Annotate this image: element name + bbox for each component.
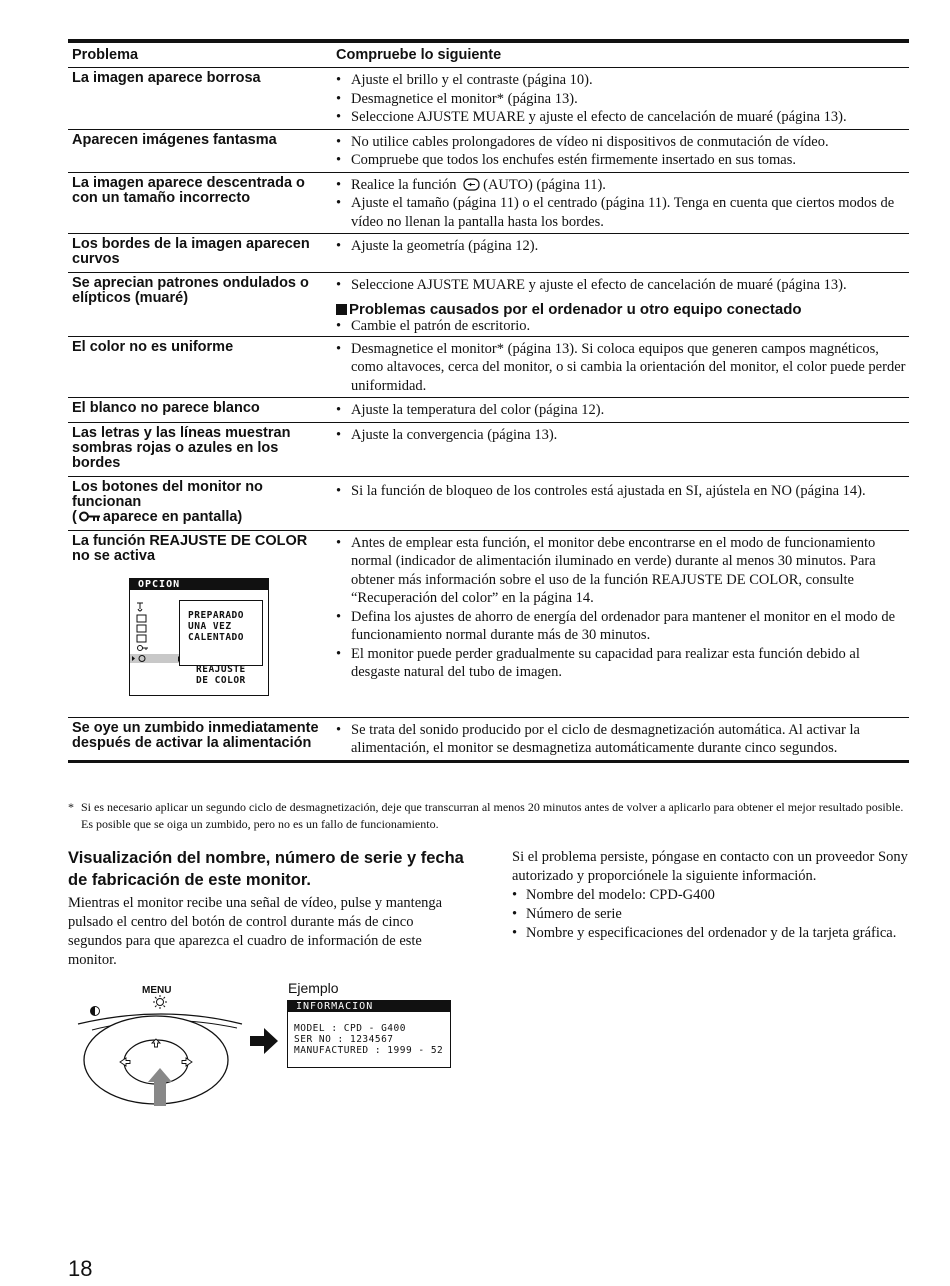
section-body: Mientras el monitor recibe una señal de vídeo, pulse y mantenga pulsado el centro del botón de control durante más de cinco segundos para que aparezca el cuadro de información de este monitor. (68, 895, 443, 968)
table-row (68, 68, 909, 130)
lock-key-icon (143, 648, 149, 650)
osd-selection-highlight (130, 654, 182, 663)
solution-text: Realice la función (351, 176, 457, 193)
subsection-heading (336, 301, 909, 318)
contact-item: • Nombre y especificaciones del ordenador y de la tarjeta gráfica. (512, 924, 917, 943)
osd-label-line: DE COLOR (196, 674, 246, 686)
solution-cell (330, 477, 909, 530)
solution-item: • Se trata del sonido producido por el ciclo de desmagnetización automática. Al activar la alimentación, el monitor se desmagnetiza automáticamente durante cinco segundos. (336, 721, 909, 758)
key-lock-icon (79, 511, 101, 522)
solution-text: (AUTO) (página 11). (483, 176, 606, 193)
example-label: Ejemplo (288, 980, 339, 996)
solution-item: • Compruebe que todos los enchufes estén firmemente insertado en sus tomas. (336, 151, 909, 170)
problem-cell (68, 477, 330, 530)
footnote-text: Si es necesario aplicar un segundo ciclo de desmagnetización, deje que transcurran al menos 20 minutos antes de volver a aplicarlo para obtener el mejor resultado posible. Es posible que se oiga un zumbido, pero no es un fallo de funcionamiento. (81, 800, 904, 831)
osd-icon-column (137, 603, 148, 651)
right-arrow-icon (250, 1028, 280, 1054)
problem-cell: Las letras y las líneas muestran sombras rojas o azules en los bordes (72, 424, 291, 471)
solution-item: • Ajuste la geometría (página 12). (336, 237, 909, 256)
troubleshooting-table (68, 39, 909, 763)
square-bullet-icon (336, 304, 347, 315)
problem-cell: Se aprecian patrones ondulados o elípticos (muaré) (72, 275, 309, 306)
header-check: Compruebe lo siguiente (336, 47, 502, 63)
problem-cell: Se oye un zumbido inmediatamente después de activar la alimentación (72, 719, 319, 751)
solution-cell (330, 337, 909, 398)
page-number: 18 (68, 1256, 93, 1281)
table-row (68, 531, 909, 718)
input-icon (137, 625, 146, 632)
problem-cell: El color no es uniforme (72, 338, 234, 355)
contact-item: • Nombre del modelo: CPD-G400 (512, 886, 917, 905)
solution-item: • Desmagnetice el monitor* (página 13). Si coloca equipos que generen campos magnéticos, como altavoces, cerca del monitor, o si cambia la orientación del monitor, el color puede perder uniformidad. (336, 340, 909, 396)
section-title: Visualización del nombre, número de serie y fecha de fabricación de este monitor. (68, 849, 464, 889)
position-icon (137, 635, 146, 642)
table-row (68, 234, 909, 273)
table-row (68, 273, 909, 337)
contrast-icon (91, 1007, 100, 1016)
solution-cell (330, 398, 909, 422)
problem-cell: Aparecen imágenes fantasma (72, 131, 277, 148)
table-header-row (68, 43, 909, 68)
solution-item: • Desmagnetice el monitor* (página 13). (336, 90, 909, 109)
lock-icon (138, 645, 143, 650)
contact-info (512, 848, 917, 943)
footnote-mark: * (68, 800, 74, 814)
osd-title: OPCION (130, 579, 268, 590)
problem-text: ( (72, 508, 77, 525)
table-row (68, 477, 909, 531)
solution-item: • Ajuste la temperatura del color (página 12). (336, 401, 909, 420)
auto-button-icon (463, 178, 480, 191)
solution-item: • Seleccione AJUSTE MUARE y ajuste el efecto de cancelación de muaré (página 13). (336, 276, 909, 295)
solution-cell (330, 234, 909, 272)
menu-label: MENU (142, 985, 172, 996)
header-problem: Problema (72, 47, 139, 63)
problem-cell: El blanco no parece blanco (72, 400, 260, 416)
table-row (68, 718, 909, 760)
table-row (68, 398, 909, 423)
solution-item: • Seleccione AJUSTE MUARE y ajuste el efecto de cancelación de muaré (página 13). (336, 108, 909, 127)
solution-cell (330, 273, 909, 336)
solution-cell (330, 531, 909, 717)
problem-cell: Los bordes de la imagen aparecen curvos (72, 236, 310, 267)
osd-label-line: REAJUSTE (196, 663, 246, 675)
solution-cell (330, 718, 909, 760)
info-box-title: INFORMACION (288, 1001, 450, 1012)
osd-message-box (179, 600, 263, 666)
solution-item: • Cambie el patrón de escritorio. (336, 318, 909, 334)
contact-item: • Número de serie (512, 905, 917, 924)
problem-cell (68, 531, 330, 717)
solution-item: • Ajuste la convergencia (página 13). (336, 426, 909, 445)
osd-item-label (196, 664, 246, 686)
plug-icon (137, 603, 143, 611)
info-box (287, 1000, 451, 1068)
solution-item (336, 176, 909, 195)
problem-cell: La imagen aparece borrosa (72, 70, 261, 86)
info-line-manufactured: MANUFACTURED : 1999 - 52 (294, 1045, 444, 1056)
solution-item: • Ajuste el tamaño (página 11) o el centrado (página 11). Tenga en cuenta que ciertos modos de vídeo no llenan la pantalla hasta los bordes. (336, 194, 909, 231)
table-row (68, 423, 909, 477)
footnote (68, 799, 913, 833)
problem-text: La función REAJUSTE DE COLOR no se activa (72, 532, 308, 564)
solution-item: • Si la función de bloqueo de los controles está ajustada en SI, ajústela en NO (página 14). (336, 482, 909, 501)
control-button-illustration (72, 982, 252, 1107)
table-row (68, 130, 909, 173)
subsection-heading-text: Problemas causados por el ordenador u otro equipo conectado (349, 300, 802, 318)
info-line-model: MODEL : CPD - G400 (294, 1023, 406, 1034)
table-row (68, 173, 909, 235)
solution-cell (330, 130, 909, 172)
problem-text: aparece en pantalla) (102, 508, 243, 525)
solution-item: • Antes de emplear esta función, el monitor debe encontrarse en el modo de funcionamiento normal (indicador de alimentación iluminado en verde) durante al menos 30 minutos. Para obtener más información sobre el uso de la función REAJUSTE DE COLOR, consulte “Recuperación del color” en la página 14. (336, 534, 909, 608)
osd-message-line: CALENTADO (188, 631, 244, 643)
solution-item: • Ajuste el brillo y el contraste (página 10). (336, 71, 909, 90)
brightness-icon (153, 995, 167, 1009)
screen-icon (137, 615, 146, 622)
solution-item: • Defina los ajustes de ahorro de energía del ordenador para mantener el monitor en el modo de funcionamiento normal durante más de 30 minutos. (336, 608, 909, 645)
solution-item: • No utilice cables prolongadores de vídeo ni dispositivos de conmutación de vídeo. (336, 133, 909, 152)
problem-text: Los botones del monitor no funcionan (72, 478, 263, 510)
solution-cell (330, 423, 909, 476)
osd-option-menu (129, 578, 269, 696)
solution-cell (330, 68, 909, 129)
info-line-serial: SER NO : 1234567 (294, 1034, 394, 1045)
contact-intro: Si el problema persiste, póngase en contacto con un proveedor Sony autorizado y proporciónele la siguiente información. (512, 849, 908, 884)
osd-message-line: UNA VEZ (188, 620, 232, 632)
table-row (68, 337, 909, 399)
solution-cell (330, 173, 909, 234)
osd-message-line: PREPARADO (188, 609, 244, 621)
problem-cell: La imagen aparece descentrada o con un tamaño incorrecto (72, 174, 305, 206)
solution-item: • El monitor puede perder gradualmente su capacidad para realizar esta función debido al desgaste natural del tubo de imagen. (336, 645, 909, 682)
